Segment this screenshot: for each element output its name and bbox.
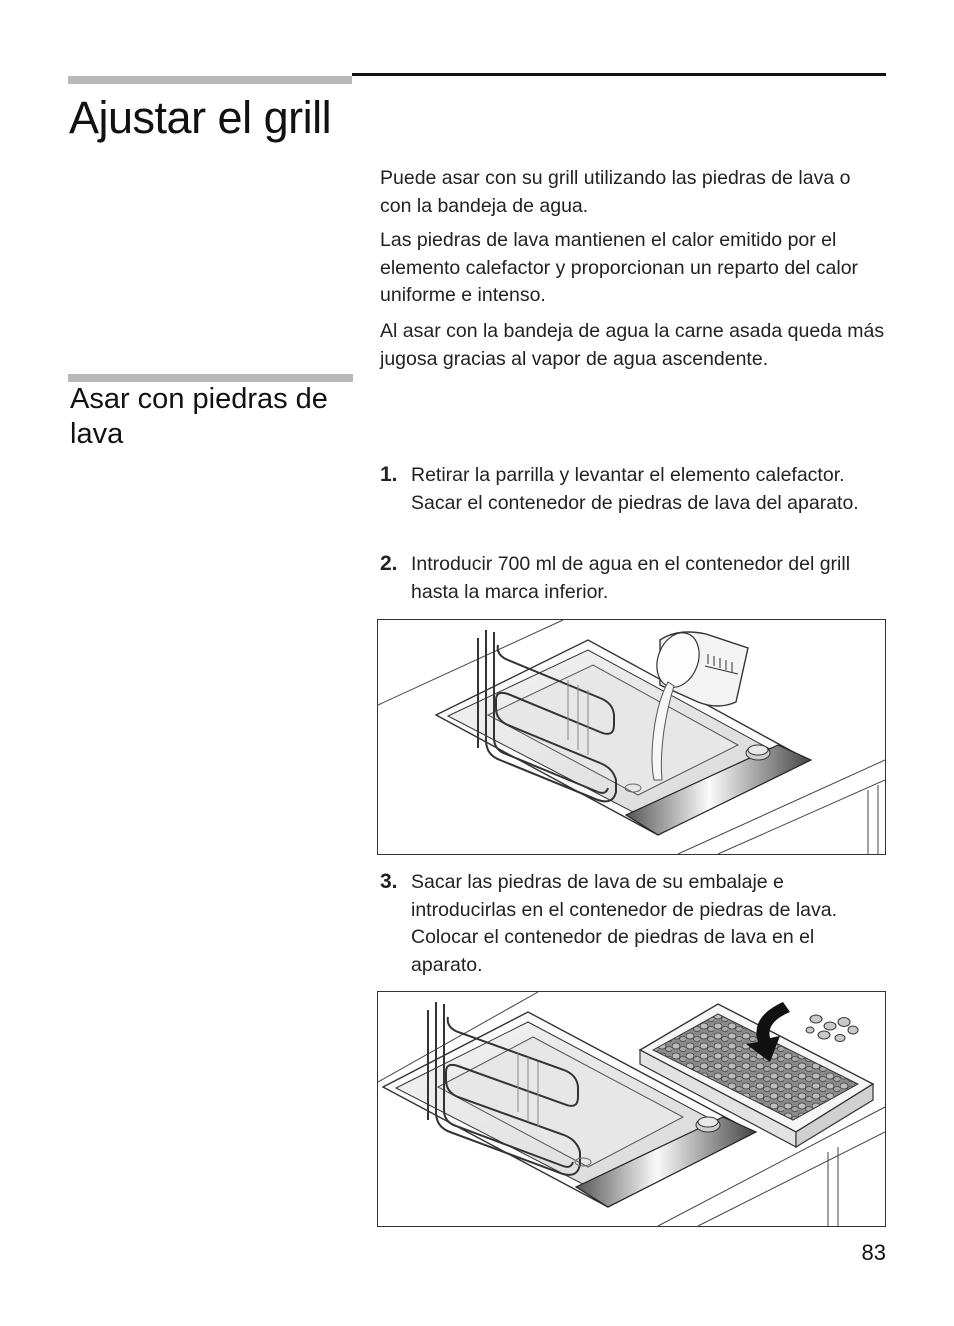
intro-paragraph-1: Puede asar con su grill utilizando las piedras de lava o con la bandeja de agua. [380,167,851,217]
step-1 [380,462,885,517]
step-number: 3. [380,870,398,893]
illustration-pour-water [377,619,886,855]
loose-stones-icon [806,1015,858,1042]
section-title: Asar con piedras de lava [70,383,328,450]
step-text: Introducir 700 ml de agua en el contenedor del grill hasta la marca inferior. [411,553,851,603]
intro-paragraph-3: Al asar con la bandeja de agua la carne asada queda más jugosa gracias al vapor de agua ascendente. [380,320,885,370]
intro-paragraph-2: Las piedras de lava mantienen el calor emitido por el elemento calefactor y proporcionan un reparto del calor uniforme e intenso. [380,229,859,306]
illustration-lava-stones [377,991,886,1227]
step-text: Sacar las piedras de lava de su embalaje e introducirlas en el contenedor de piedras de lava. Colocar el contenedor de piedras de lava en el aparato. [411,871,838,976]
step-2 [380,551,885,606]
page-number: 83 [861,1240,886,1265]
section-rule [68,374,353,382]
page-title: Ajustar el grill [69,92,332,143]
title-rule-grey [68,76,352,84]
step-number: 2. [380,552,398,575]
step-number: 1. [380,463,398,486]
step-3 [380,869,885,979]
title-rule-black [352,73,886,76]
step-text: Retirar la parrilla y levantar el elemento calefactor. Sacar el contenedor de piedras de lava del aparato. [411,464,859,514]
